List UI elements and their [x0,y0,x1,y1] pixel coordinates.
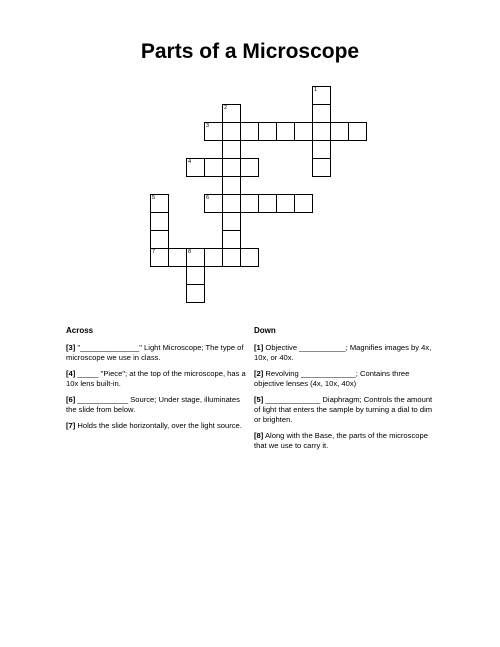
grid-cell[interactable] [240,122,259,141]
grid-cell[interactable] [222,140,241,159]
cell-number: 2 [224,105,228,111]
grid-cell[interactable] [222,104,241,123]
cell-number: 7 [152,249,156,255]
grid-cell[interactable] [150,194,169,213]
grid-cell[interactable] [312,104,331,123]
grid-cell[interactable] [222,248,241,267]
grid-cell[interactable] [204,248,223,267]
crossword-grid [0,0,500,320]
down-clues [254,343,440,457]
grid-cell[interactable] [222,230,241,249]
grid-cell[interactable] [168,248,187,267]
grid-cell[interactable] [222,158,241,177]
cell-number: 6 [206,195,210,201]
cell-number: 1 [314,87,318,93]
grid-cell[interactable] [222,194,241,213]
grid-cell[interactable] [222,212,241,231]
grid-cell[interactable] [294,122,313,141]
grid-cell[interactable] [222,176,241,195]
grid-cell[interactable] [258,194,277,213]
grid-cell[interactable] [294,194,313,213]
grid-cell[interactable] [312,86,331,105]
cell-number: 4 [188,159,192,165]
page-title: Parts of a Microscope [140,40,360,63]
clue-across-4: [4] _____ "Piece"; at the top of the microscope, has a 10x lens built-in. [66,369,246,388]
grid-cell[interactable] [240,194,259,213]
grid-cell[interactable] [186,158,205,177]
cell-number: 3 [206,123,210,129]
grid-cell[interactable] [276,194,295,213]
grid-cell[interactable] [312,140,331,159]
grid-cell[interactable] [150,230,169,249]
grid-cell[interactable] [186,248,205,267]
grid-cell[interactable] [312,158,331,177]
grid-cell[interactable] [204,194,223,213]
grid-cell[interactable] [150,248,169,267]
grid-cell[interactable] [222,122,241,141]
down-heading: Down [254,326,276,335]
grid-cell[interactable] [330,122,349,141]
clue-across-6: [6] ____________ Source; Under stage, illuminates the slide from below. [66,395,240,414]
cell-number: 8 [188,249,192,255]
grid-cell[interactable] [204,122,223,141]
grid-cell[interactable] [258,122,277,141]
grid-cell[interactable] [204,158,223,177]
grid-cell[interactable] [312,122,331,141]
cell-number: 5 [152,195,156,201]
clue-down-8: [8] Along with the Base, the parts of the microscope that we use to carry it. [254,431,428,450]
grid-cell[interactable] [186,284,205,303]
grid-cell[interactable] [186,266,205,285]
grid-cell[interactable] [240,248,259,267]
clue-across-7: [7] Holds the slide horizontally, over the light source. [66,421,242,430]
grid-cell[interactable] [276,122,295,141]
across-clues [66,343,252,437]
grid-cell[interactable] [240,158,259,177]
clue-across-3: [3] "______________" Light Microscope; The type of microscope we use in class. [66,343,244,362]
grid-cell[interactable] [348,122,367,141]
grid-cell[interactable] [150,212,169,231]
clue-down-1: [1] Objective ___________; Magnifies images by 4x, 10x, or 40x. [254,343,432,362]
clue-down-2: [2] Revolving _____________; Contains three objective lenses (4x, 10x, 40x) [254,369,410,388]
across-heading: Across [66,326,94,335]
clue-down-5: [5] _____________ Diaphragm; Controls the amount of light that enters the sample by turning a dial to dim or brighten. [254,395,433,424]
